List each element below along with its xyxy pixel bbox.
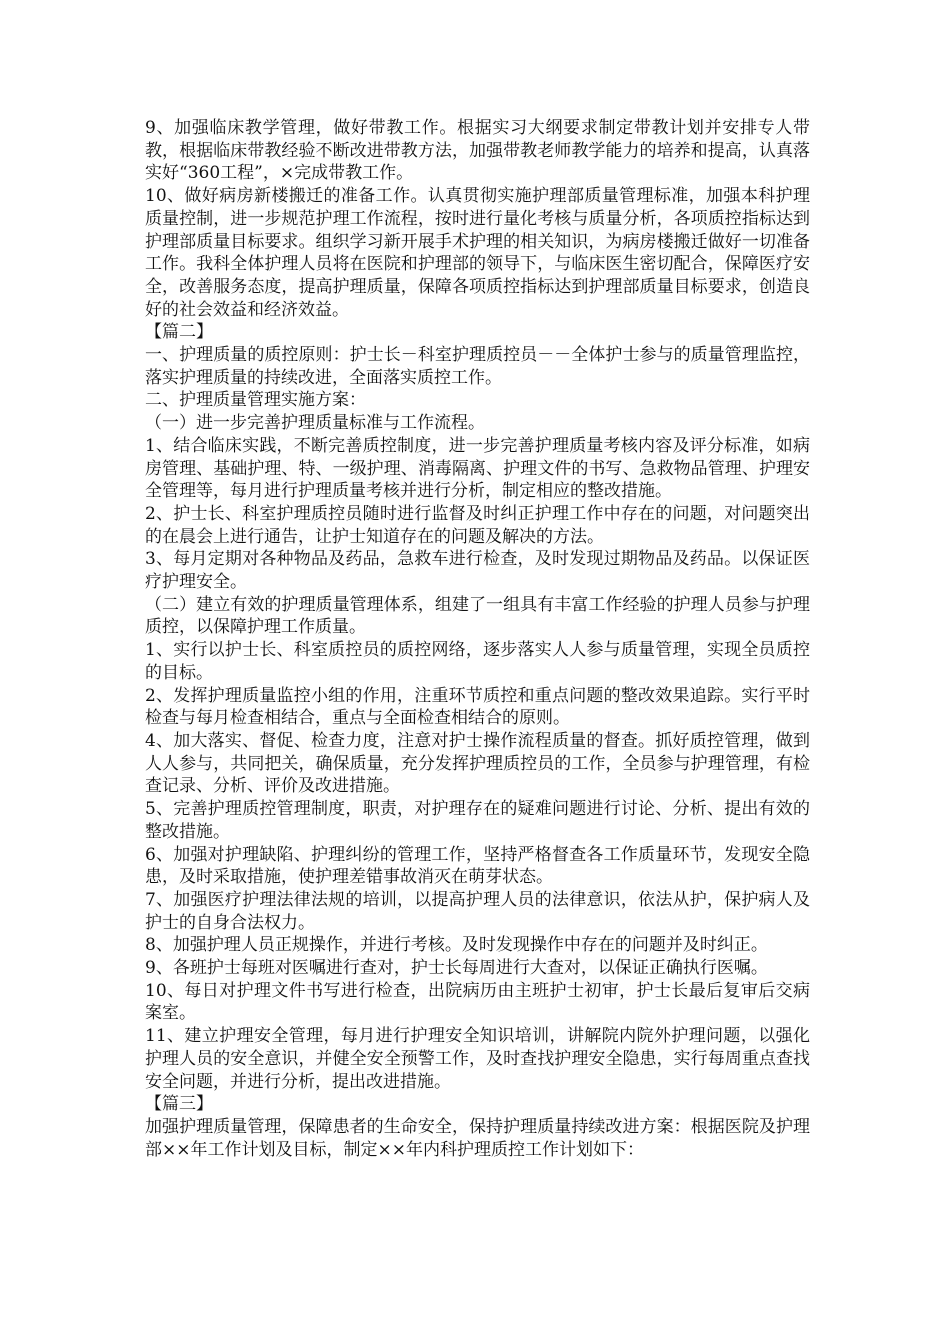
paragraph-item-6-defects: 6、加强对护理缺陷、护理纠纷的管理工作，坚持严格督查各工作质量环节，发现安全隐患，及时采取措施，使护理差错事故消灭在萌芽状态。 [145, 844, 810, 888]
subheading-management-system: （二）建立有效的护理质量管理体系，组建了一组具有丰富工作经验的护理人员参与护理质控，以保障护理工作质量。 [145, 594, 810, 638]
paragraph-item-4-supervision: 4、加大落实、督促、检查力度，注意对护士操作流程质量的督查。抓好质控管理，做到人人参与，共同把关，确保质量，充分发挥护理质控员的工作，全员参与护理管理，有检查记录、分析、评价及改进措施。 [145, 730, 810, 797]
paragraph-item-8-operations: 8、加强护理人员正规操作，并进行考核。及时发现操作中存在的问题并及时纠正。 [145, 935, 768, 956]
paragraph-item-9-teaching: 9、加强临床教学管理，做好带教工作。根据实习大纲要求制定带教计划并安排专人带教，根据临床带教经验不断改进带教方法，加强带教老师教学能力的培养和提高，认真落实好“360工程”，×完成带教工作。 [145, 118, 810, 184]
paragraph-item-7-law-training: 7、加强医疗护理法律法规的培训，以提高护理人员的法律意识，依法从护，保护病人及护士的自身合法权力。 [145, 889, 810, 933]
subheading-standards: （一）进一步完善护理质量标准与工作流程。 [145, 413, 485, 434]
paragraph-implementation-heading: 二、护理质量管理实施方案： [145, 390, 366, 411]
document-page [145, 117, 810, 1161]
paragraph-item-10-records: 10、每日对护理文件书写进行检查，出院病历由主班护士初审，护士长最后复审后交病案室。 [145, 980, 810, 1024]
paragraph-item-2-supervision: 2、护士长、科室护理质控员随时进行监督及时纠正护理工作中存在的问题，对问题突出的在晨会上进行通告，让护士知道存在的问题及解决的方法。 [145, 503, 810, 547]
paragraph-item-1-network: 1、实行以护士长、科室质控员的质控网络，逐步落实人人参与质量管理，实现全员质控的目标。 [145, 640, 810, 683]
paragraph-quality-principle: 一、护理质量的质控原则：护士长－科室护理质控员－－全体护士参与的质量管理监控，落实护理质量的持续改进，全面落实质控工作。 [145, 345, 810, 388]
paragraph-item-10-relocation: 10、做好病房新楼搬迁的准备工作。认真贯彻实施护理部质量管理标准，加强本科护理质量控制，进一步规范护理工作流程，按时进行量化考核与质量分析，各项质控指标达到护理部质量目标要求。组织学习新开展手术护理的相关知识，为病房楼搬迁做好一切准备工作。我科全体护理人员将在医院和护理部的领导下，与临床医生密切配合，保障医疗安全，改善服务态度，提高护理质量，保障各项质控指标达到护理部质量目标要求，创造良好的社会效益和经济效益。 [145, 186, 810, 320]
paragraph-item-2-monitoring: 2、发挥护理质量监控小组的作用，注重环节质控和重点问题的整改效果追踪。实行平时检查与每月检查相结合，重点与全面检查相结合的原则。 [145, 685, 810, 729]
paragraph-item-9-orders: 9、各班护士每班对医嘱进行查对，护士长每周进行大查对，以保证正确执行医嘱。 [145, 958, 768, 979]
section-heading-part-two: 【篇二】 [145, 322, 213, 343]
paragraph-part-three-intro: 加强护理质量管理，保障患者的生命安全，保持护理质量持续改进方案：根据医院及护理部××年工作计划及目标，制定××年内科护理质控工作计划如下： [145, 1116, 810, 1160]
paragraph-item-1-standards: 1、结合临床实践，不断完善质控制度，进一步完善护理质量考核内容及评分标准，如病房管理、基础护理、特、一级护理、消毒隔离、护理文件的书写、急救物品管理、护理安全管理等，每月进行护理质量考核并进行分析，制定相应的整改措施。 [145, 435, 810, 502]
paragraph-item-3-inspection: 3、每月定期对各种物品及药品，急救车进行检查，及时发现过期物品及药品。以保证医疗护理安全。 [145, 549, 810, 593]
paragraph-item-5-rules: 5、完善护理质控管理制度，职责，对护理存在的疑难问题进行讨论、分析、提出有效的整改措施。 [145, 799, 810, 842]
section-heading-part-three: 【篇三】 [145, 1094, 213, 1115]
paragraph-item-11-safety: 11、建立护理安全管理，每月进行护理安全知识培训，讲解院内院外护理问题，以强化护理人员的安全意识，并健全安全预警工作，及时查找护理安全隐患，实行每周重点查找安全问题，并进行分析，提出改进措施。 [145, 1026, 810, 1092]
